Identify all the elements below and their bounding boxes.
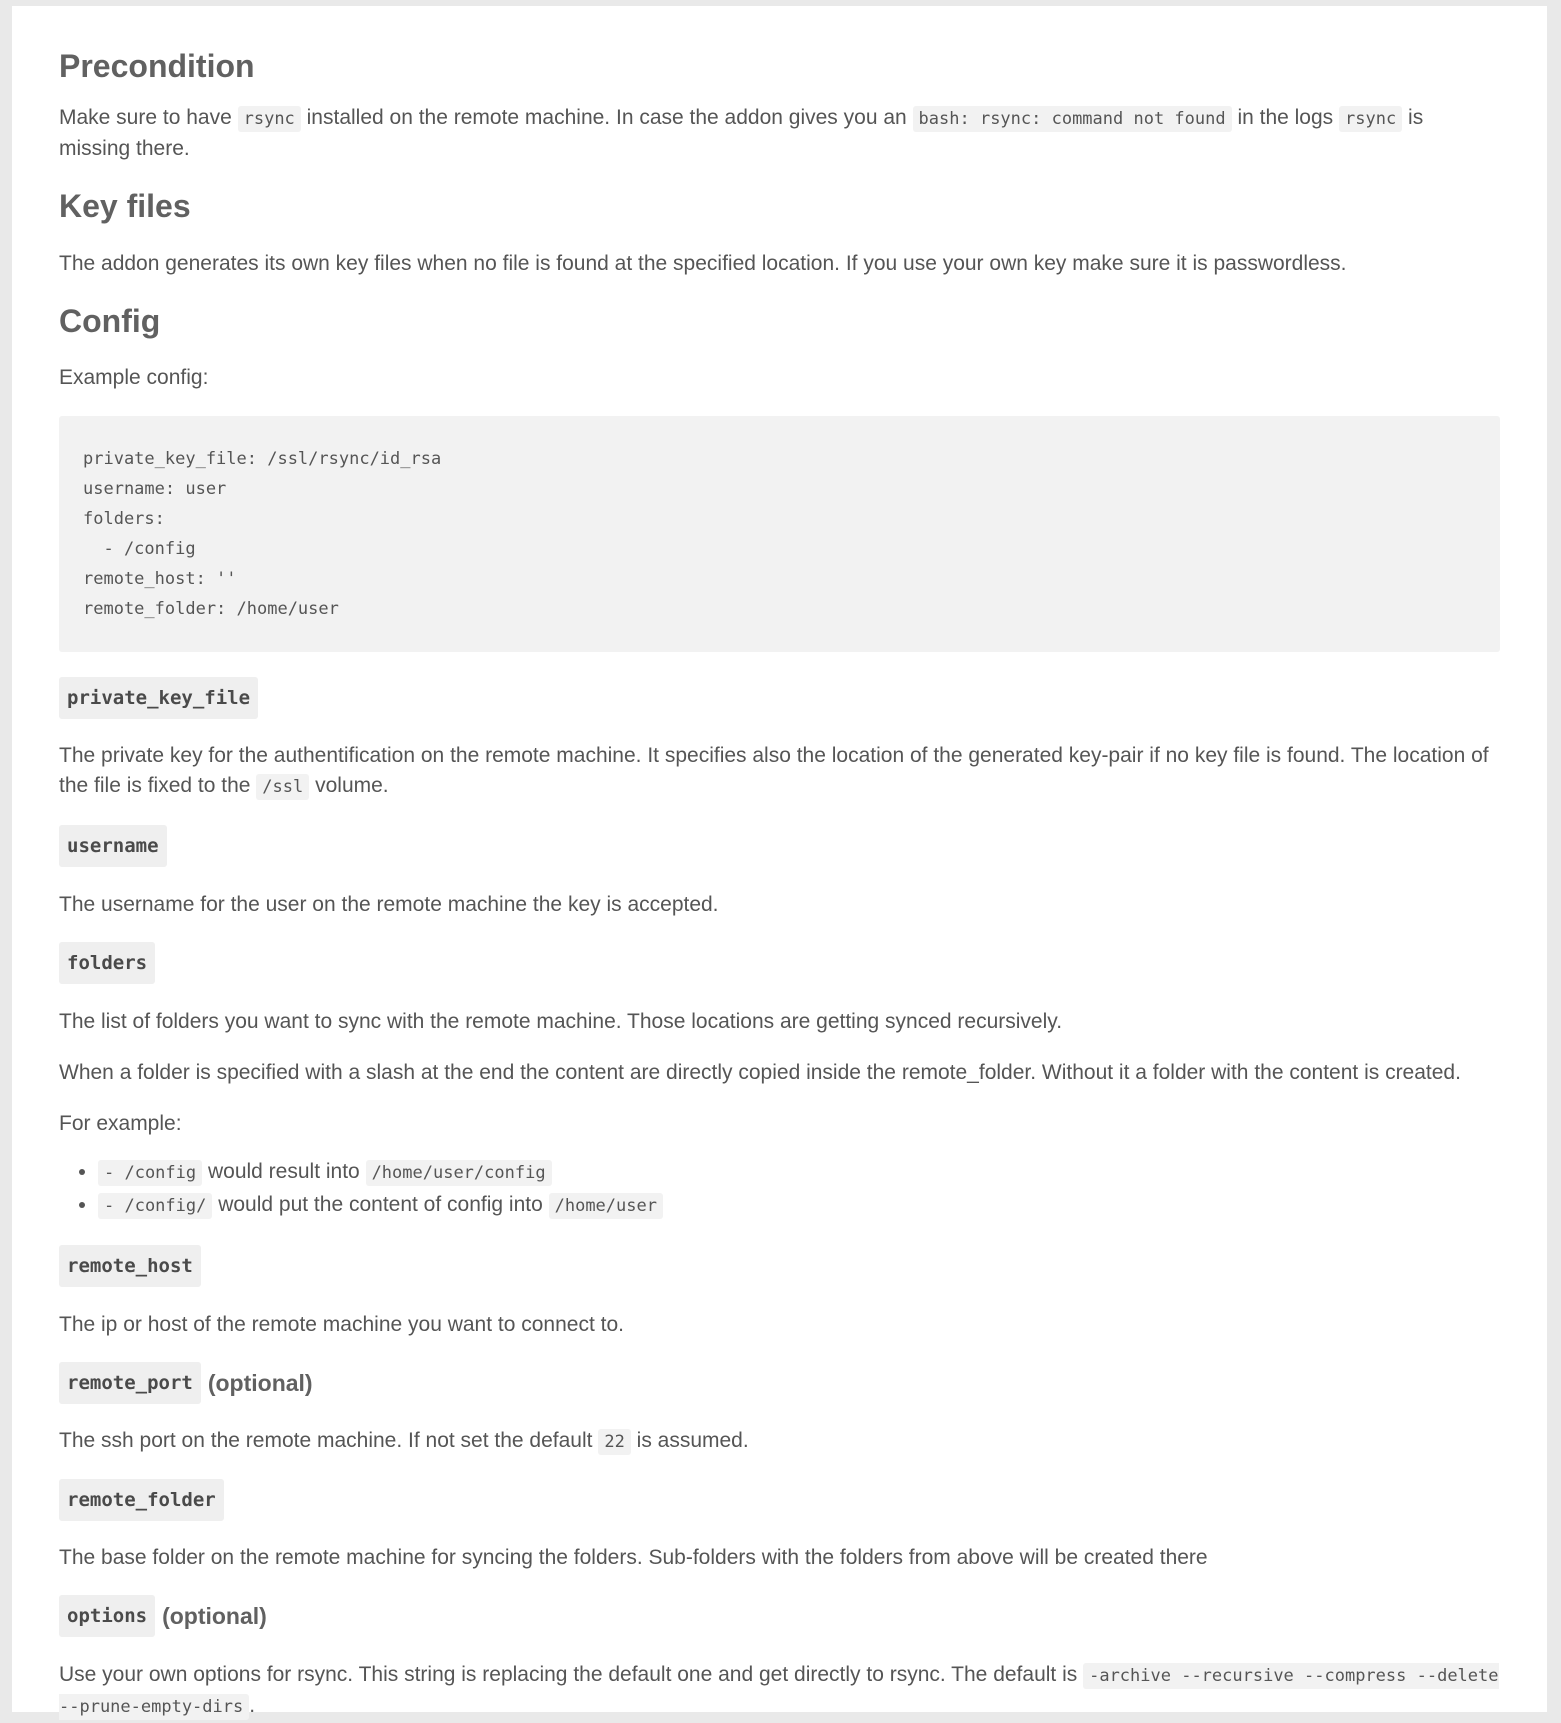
code-line: remote_folder: /home/user	[83, 599, 339, 619]
option-name: remote_host	[59, 1245, 201, 1287]
list-item: • - /config would result into /home/user/config	[98, 1156, 1500, 1189]
option-heading-username	[59, 825, 1500, 867]
heading-precondition: Precondition	[59, 48, 255, 84]
optional-label: (optional)	[207, 1370, 313, 1396]
folders-description-1: The list of folders you want to sync with the remote machine. Those locations are getting synced recursively.	[59, 1010, 1063, 1033]
option-name: remote_port	[59, 1362, 201, 1404]
precondition-text: Make sure to have rsync installed on the remote machine. In case the addon gives you an bash: rsync: command not found in the logs rsync is missing there.	[59, 106, 1424, 160]
list-item: • - /config/ would put the content of config into /home/user	[98, 1189, 1500, 1222]
folders-example-list	[59, 1156, 1500, 1222]
options-description: Use your own options for rsync. This string is replacing the default one and get directly to rsync. The default is -archive --recursive --compress --delete --prune-empty-dirs .	[59, 1660, 1500, 1722]
option-heading-remote-host	[59, 1245, 1500, 1287]
option-name: remote_folder	[59, 1479, 224, 1521]
option-heading-remote-folder	[59, 1479, 1500, 1521]
inline-code-error: bash: rsync: command not found	[913, 106, 1232, 132]
code-line: - /config	[83, 539, 196, 559]
code-line: folders:	[83, 509, 165, 529]
inline-code-port: 22	[598, 1429, 630, 1455]
username-description: The username for the user on the remote machine the key is accepted.	[59, 893, 719, 916]
remote-folder-description: The base folder on the remote machine for syncing the folders. Sub-folders with the folders from above will be created there	[59, 1546, 1208, 1569]
option-heading-folders	[59, 942, 1500, 984]
optional-label: (optional)	[162, 1603, 267, 1629]
remote-host-description: The ip or host of the remote machine you want to connect to.	[59, 1313, 624, 1336]
inline-code-ssl: /ssl	[256, 774, 309, 800]
heading-config: Config	[59, 303, 161, 339]
example-config-label: Example config:	[59, 366, 209, 389]
inline-code-rsync: rsync	[238, 106, 301, 132]
option-heading-remote-port	[59, 1362, 1500, 1404]
option-name: private_key_file	[59, 677, 258, 719]
private-key-file-description: The private key for the authentification on the remote machine. It specifies also the location of the generated key-pair if no key file is found. The location of the file is fixed to the /ssl volume.	[59, 741, 1500, 802]
option-heading-private-key-file	[59, 677, 1500, 719]
code-line: private_key_file: /ssl/rsync/id_rsa	[83, 449, 442, 469]
code-line: username: user	[83, 479, 227, 499]
readme-content	[12, 6, 1547, 1717]
folders-description-2: When a folder is specified with a slash at the end the content are directly copied inside the remote_folder. Without it a folder with the content is created.	[59, 1061, 1461, 1084]
option-name: folders	[59, 942, 155, 984]
inline-code-default-options: -archive --recursive --compress --delete --prune-empty-dirs	[59, 1663, 1499, 1720]
key-files-text: The addon generates its own key files when no file is found at the specified location. If you use your own key make sure it is passwordless.	[59, 252, 1347, 275]
config-code-block	[59, 416, 1500, 652]
code-line: remote_host: ''	[83, 569, 237, 589]
heading-key-files: Key files	[59, 188, 191, 224]
option-heading-options	[59, 1595, 1500, 1637]
remote-port-description: The ssh port on the remote machine. If not set the default 22 is assumed.	[59, 1426, 1500, 1457]
option-name: options	[59, 1595, 155, 1637]
inline-code-rsync-2: rsync	[1339, 106, 1402, 132]
option-name: username	[59, 825, 167, 867]
folders-example-label: For example:	[59, 1112, 182, 1135]
